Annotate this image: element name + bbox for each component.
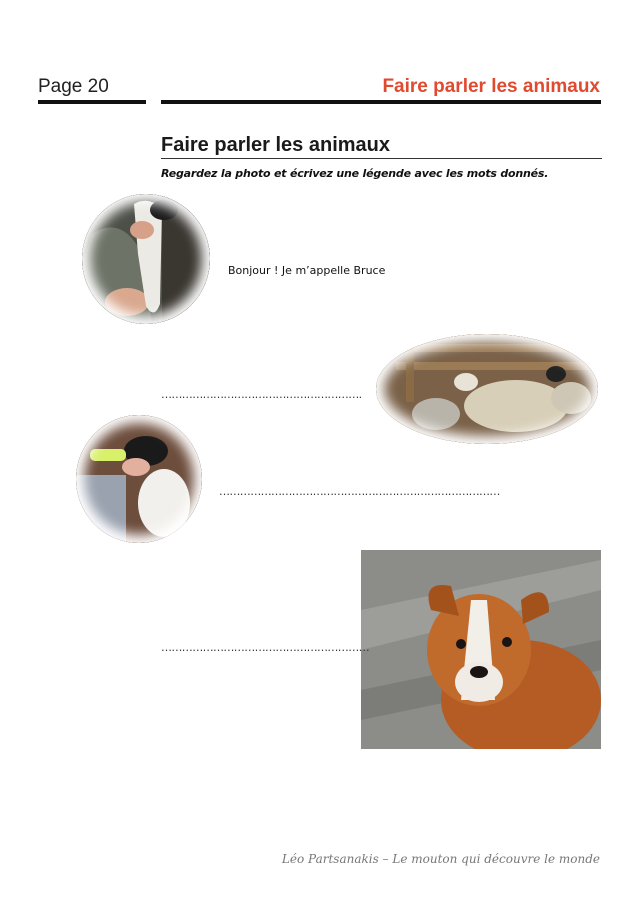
caption-blank-line: ……………………………………………………………………… [219, 485, 500, 498]
caption-blank-line: …………………………………………………. [161, 388, 362, 401]
caption-example: Bonjour ! Je m’appelle Bruce [228, 264, 386, 277]
instruction-text: Regardez la photo et écrivez une légende avec les mots donnés. [161, 167, 549, 180]
header-title: Faire parler les animaux [382, 76, 600, 97]
photo-person-holding-sheep [82, 194, 210, 324]
section-divider [161, 158, 602, 159]
photo-lamb-bottle-feeding [76, 415, 202, 543]
caption-blank-line: …………………………………………………… [161, 641, 370, 654]
photo-brown-white-puppy [361, 550, 601, 749]
header-rule-right [161, 100, 601, 104]
header-rule-left [38, 100, 146, 104]
photo-sheep-in-pen [376, 334, 598, 444]
section-title: Faire parler les animaux [161, 134, 391, 156]
page-number: Page 20 [38, 76, 109, 97]
footer-credit: Léo Partsanakis – Le mouton qui découvre le monde [281, 852, 600, 866]
